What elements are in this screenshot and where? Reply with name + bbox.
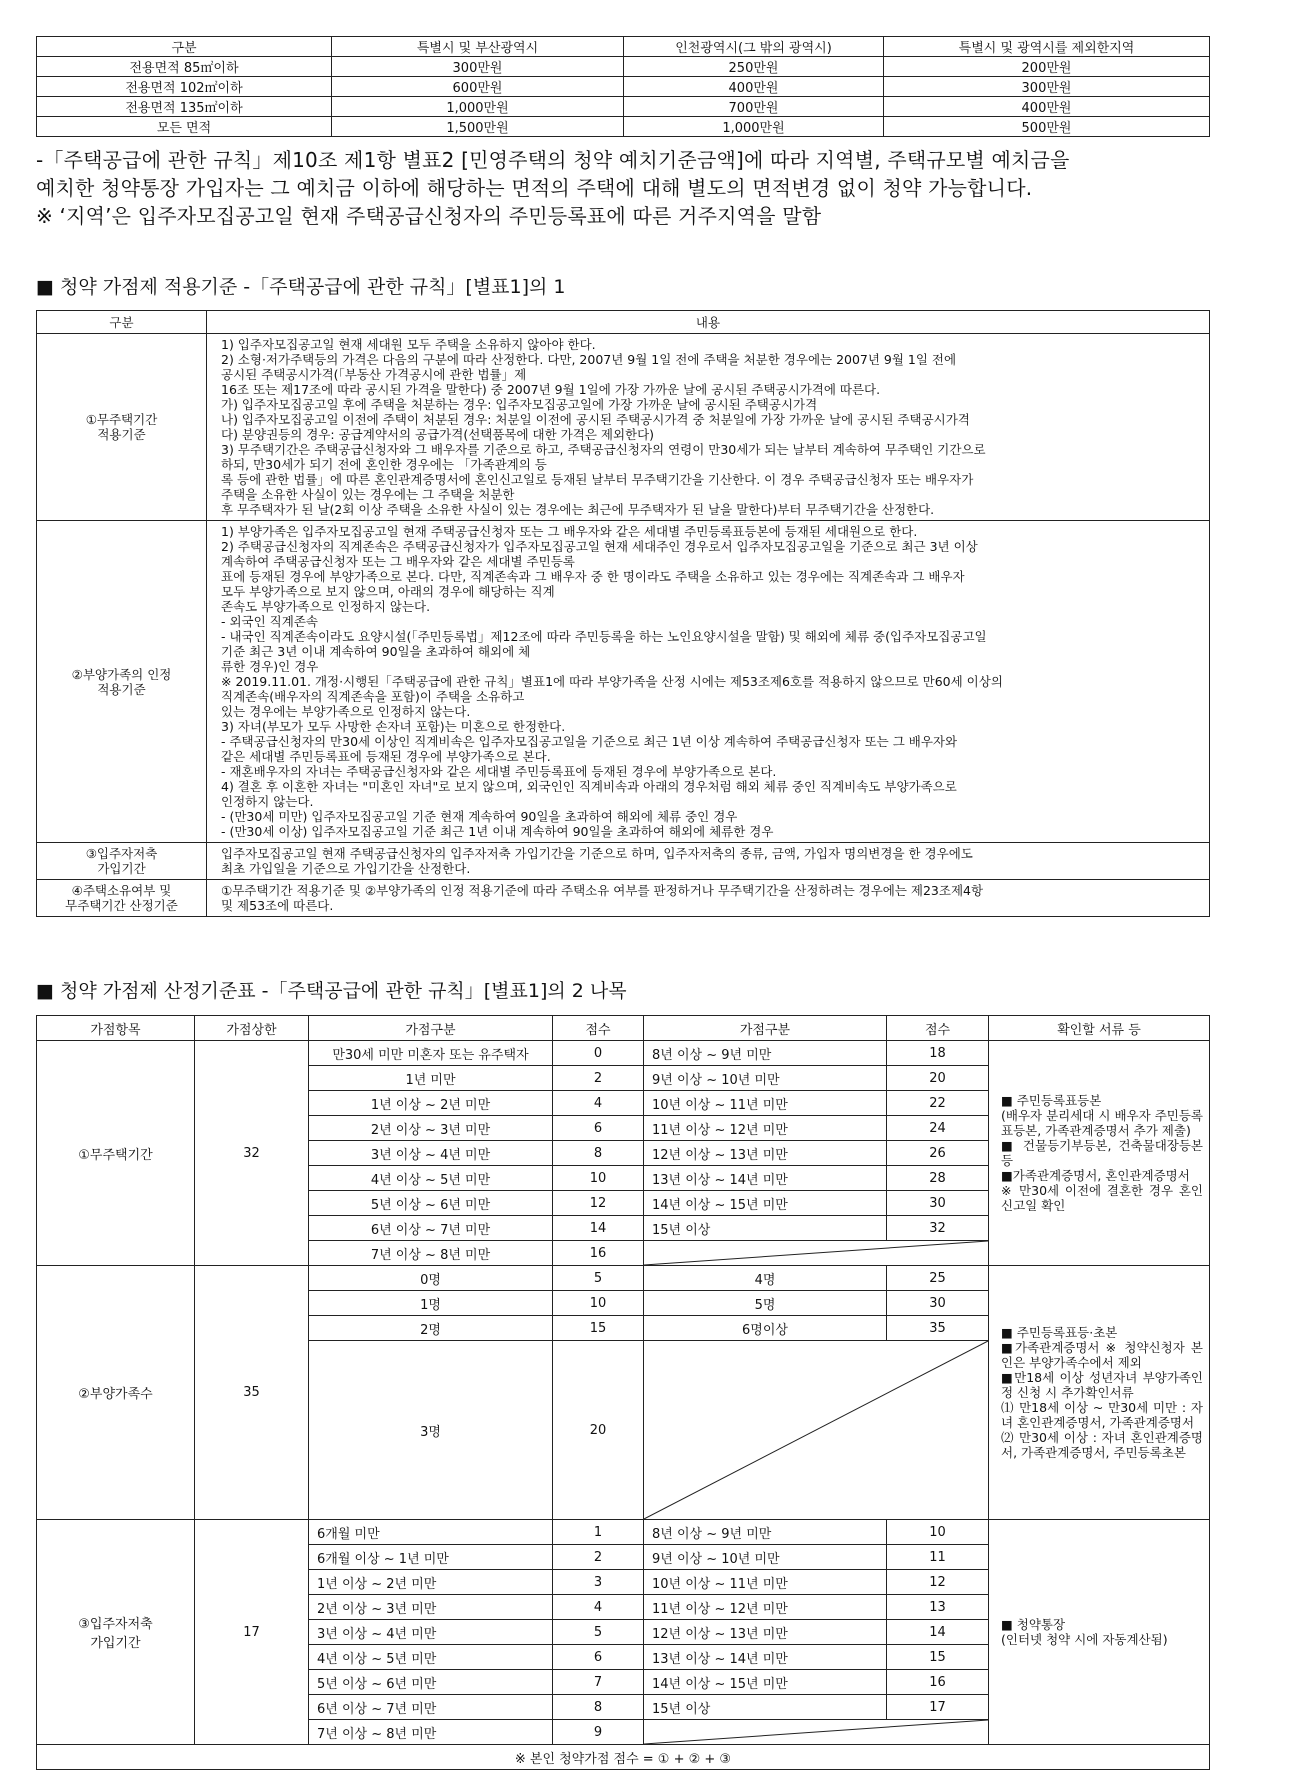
score-range: 11년 이상 ~ 12년 미만 — [644, 1116, 887, 1141]
deposit-cell: 500만원 — [884, 117, 1210, 137]
score-range: 7년 이상 ~ 8년 미만 — [309, 1720, 553, 1745]
table-row — [37, 97, 1210, 117]
note-line-3: ※ ‘지역’은 입주자모집공고일 현재 주택공급신청자의 주민등록표에 따른 거주지역을 말함 — [36, 204, 822, 228]
criteria-line: 하되, 만30세가 되기 전에 혼인한 경우에는 「가족관계의 등 — [221, 457, 547, 472]
table-row — [37, 1520, 1210, 1545]
score-range: 6년 이상 ~ 7년 미만 — [309, 1216, 553, 1241]
document-line: ■가족관계증명서 ※ 청약신청자 본인은 부양가족수에서 제외 — [1001, 1340, 1203, 1370]
score-points: 10 — [887, 1520, 989, 1545]
score-points: 35 — [887, 1316, 989, 1341]
criteria-line: - 외국인 직계존속 — [221, 614, 318, 629]
table-row — [37, 117, 1210, 137]
criteria-line: 2) 소형·저가주택등의 가격은 다음의 구분에 따라 산정한다. 다만, 2007년 9월 1일 전에 주택을 처분한 경우에는 2007년 9월 1일 전에 — [221, 352, 957, 367]
criteria-label: ①무주택기간 적용기준 — [37, 334, 207, 521]
criteria-content — [207, 880, 1210, 917]
empty-cell — [644, 1720, 989, 1745]
criteria-line: 1) 입주자모집공고일 현재 세대원 모두 주택을 소유하지 않아야 한다. — [221, 337, 596, 352]
score-range: 14년 이상 ~ 15년 미만 — [644, 1670, 887, 1695]
documents-cell — [989, 1266, 1210, 1520]
score-max: 17 — [195, 1520, 309, 1745]
score-header-cell: 가점구분 — [309, 1016, 553, 1041]
documents-cell — [989, 1520, 1210, 1745]
deposit-header-cell: 특별시 및 부산광역시 — [332, 37, 624, 57]
criteria-content — [207, 334, 1210, 521]
deposit-header-cell: 인천광역시(그 밖의 광역시) — [624, 37, 884, 57]
deposit-table — [36, 36, 1210, 137]
score-points: 4 — [553, 1091, 644, 1116]
criteria-line: - 내국인 직계존속이라도 요양시설(「주민등록법」제12조에 따라 주민등록을 하는 노인요양시설을 말함) 및 해외에 체류 중(입주자모집공고일 — [221, 629, 987, 644]
score-range: 6년 이상 ~ 7년 미만 — [309, 1695, 553, 1720]
document-line: ⑵ 만30세 이상 : 자녀 혼인관계증명서, 가족관계증명서, 주민등록초본 — [1001, 1430, 1203, 1460]
score-range: 14년 이상 ~ 15년 미만 — [644, 1191, 887, 1216]
score-range: 5년 이상 ~ 6년 미만 — [309, 1191, 553, 1216]
table-row — [37, 1266, 1210, 1291]
criteria-label: ②부양가족의 인정 적용기준 — [37, 521, 207, 843]
score-points: 8 — [553, 1141, 644, 1166]
score-header-cell: 점수 — [553, 1016, 644, 1041]
score-max: 35 — [195, 1266, 309, 1520]
table-row — [37, 57, 1210, 77]
criteria-line: 기준 최근 3년 이내 계속하여 90일을 초과하여 해외에 체 — [221, 644, 531, 659]
section-heading-score: ■ 청약 가점제 산정기준표 -「주택공급에 관한 규칙」[별표1]의 2 나목 — [36, 980, 627, 1002]
criteria-line: 다) 분양권등의 경우: 공급계약서의 공급가격(선택품목에 대한 가격은 제외한다) — [221, 427, 655, 442]
criteria-line: 직계존속(배우자의 직계존속을 포함)이 주택을 소유하고 — [221, 689, 525, 704]
score-points: 7 — [553, 1670, 644, 1695]
score-range: 1년 이상 ~ 2년 미만 — [309, 1570, 553, 1595]
score-points: 26 — [887, 1141, 989, 1166]
score-range: 8년 이상 ~ 9년 미만 — [644, 1041, 887, 1066]
score-points: 28 — [887, 1166, 989, 1191]
deposit-cell: 모든 면적 — [37, 117, 332, 137]
table-row — [37, 77, 1210, 97]
score-header-cell: 가점항목 — [37, 1016, 195, 1041]
criteria-line: 인정하지 않는다. — [221, 794, 314, 809]
score-header-cell: 가점상한 — [195, 1016, 309, 1041]
score-points: 5 — [553, 1620, 644, 1645]
criteria-line: - (만30세 이상) 입주자모집공고일 기준 최근 1년 이내 계속하여 90일을 초과하여 해외에 체류한 경우 — [221, 824, 774, 839]
criteria-line: 최초 가입일을 기준으로 가입기간을 산정한다. — [221, 861, 471, 876]
criteria-line: 류한 경우)인 경우 — [221, 659, 319, 674]
score-range: 1년 미만 — [309, 1066, 553, 1091]
criteria-content — [207, 521, 1210, 843]
criteria-line: 같은 세대별 주민등록표에 등재된 경우에 부양가족으로 본다. — [221, 749, 551, 764]
score-range: 8년 이상 ~ 9년 미만 — [644, 1520, 887, 1545]
score-range: 3명 — [309, 1341, 553, 1520]
score-points: 11 — [887, 1545, 989, 1570]
score-points: 4 — [553, 1595, 644, 1620]
deposit-cell: 전용면적 102㎡이하 — [37, 77, 332, 97]
criteria-line: 후 무주택자가 된 날(2회 이상 주택을 소유한 사실이 있는 경우에는 최근에 무주택자가 된 날을 말한다)부터 무주택기간을 산정한다. — [221, 502, 935, 517]
empty-cell — [644, 1241, 989, 1266]
score-points: 30 — [887, 1191, 989, 1216]
score-points: 8 — [553, 1695, 644, 1720]
deposit-cell: 1,000만원 — [624, 117, 884, 137]
score-header-cell: 확인할 서류 등 — [989, 1016, 1210, 1041]
criteria-line: 4) 결혼 후 이혼한 자녀는 "미혼인 자녀"로 보지 않으며, 외국인인 직계비속과 아래의 경우처럼 해외 체류 중인 직계비속도 부양가족으로 — [221, 779, 957, 794]
score-points: 1 — [553, 1520, 644, 1545]
score-points: 14 — [553, 1216, 644, 1241]
score-points: 6 — [553, 1116, 644, 1141]
criteria-line: 가) 입주자모집공고일 후에 주택을 처분하는 경우: 입주자모집공고일에 가장 가까운 날에 공시된 주택공시가격 — [221, 397, 818, 412]
document-line: ■만18세 이상 성년자녀 부양가족인정 신청 시 추가확인서류 — [1001, 1370, 1203, 1400]
note-line-1: -「주택공급에 관한 규칙」제10조 제1항 별표2 [민영주택의 청약 예치기준금액]에 따라 지역별, 주택규모별 예치금을 — [36, 148, 1070, 172]
score-range: 13년 이상 ~ 14년 미만 — [644, 1645, 887, 1670]
score-range: 10년 이상 ~ 11년 미만 — [644, 1091, 887, 1116]
score-range: 11년 이상 ~ 12년 미만 — [644, 1595, 887, 1620]
criteria-content — [207, 843, 1210, 880]
score-range: 2년 이상 ~ 3년 미만 — [309, 1116, 553, 1141]
diagonal-slash — [644, 1341, 988, 1519]
score-range: 1명 — [309, 1291, 553, 1316]
criteria-line: - 주택공급신청자의 만30세 이상인 직계비속은 입주자모집공고일을 기준으로 최근 1년 이상 계속하여 주택공급신청자 또는 그 배우자와 — [221, 734, 958, 749]
score-points: 17 — [887, 1695, 989, 1720]
score-range: 15년 이상 — [644, 1695, 887, 1720]
criteria-line: 입주자모집공고일 현재 주택공급신청자의 입주자저축 가입기간을 기준으로 하며, 입주자저축의 종류, 금액, 가입자 명의변경을 한 경우에도 — [221, 846, 973, 861]
table-row — [37, 880, 1210, 917]
score-range: 2명 — [309, 1316, 553, 1341]
deposit-cell: 400만원 — [624, 77, 884, 97]
score-item: ②부양가족수 — [37, 1266, 195, 1520]
criteria-line: 공시된 주택공시가격(「부동산 가격공시에 관한 법률」제 — [221, 367, 527, 382]
diagonal-slash — [644, 1720, 988, 1744]
score-points: 12 — [553, 1191, 644, 1216]
score-range: 6명이상 — [644, 1316, 887, 1341]
score-range: 10년 이상 ~ 11년 미만 — [644, 1570, 887, 1595]
criteria-header-cell: 내용 — [207, 311, 1210, 334]
score-points: 20 — [887, 1066, 989, 1091]
score-range: 4명 — [644, 1266, 887, 1291]
deposit-cell: 200만원 — [884, 57, 1210, 77]
score-points: 10 — [553, 1291, 644, 1316]
document-line: (배우자 분리세대 시 배우자 주민등록표등본, 가족관계증명서 추가 제출) — [1001, 1108, 1203, 1138]
criteria-line: ①무주택기간 적용기준 및 ②부양가족의 인정 적용기준에 따라 주택소유 여부를 판정하거나 무주택기간을 산정하려는 경우에는 제23조제4항 — [221, 883, 984, 898]
document-line: ■ 주민등록표등·초본 — [1001, 1325, 1118, 1340]
criteria-line: ※ 2019.11.01. 개정·시행된「주택공급에 관한 규칙」별표1에 따라 부양가족을 산정 시에는 제53조제6호를 적용하지 않으므로 만60세 이상의 — [221, 674, 1003, 689]
score-header-cell: 점수 — [887, 1016, 989, 1041]
deposit-cell: 1,000만원 — [332, 97, 624, 117]
score-points: 12 — [887, 1570, 989, 1595]
score-range: 3년 이상 ~ 4년 미만 — [309, 1141, 553, 1166]
document-line: ■ 청약통장 — [1001, 1617, 1066, 1632]
document-line: ※ 만30세 이전에 결혼한 경우 혼인신고일 확인 — [1001, 1183, 1203, 1213]
score-points: 25 — [887, 1266, 989, 1291]
criteria-line: 및 제53조에 따른다. — [221, 898, 334, 913]
score-table — [36, 1015, 1210, 1770]
document-line: ⑴ 만18세 이상 ~ 만30세 미만 : 자녀 혼인관계증명서, 가족관계증명서 — [1001, 1400, 1203, 1430]
deposit-cell: 400만원 — [884, 97, 1210, 117]
deposit-cell: 전용면적 135㎡이하 — [37, 97, 332, 117]
score-points: 6 — [553, 1645, 644, 1670]
score-points: 0 — [553, 1041, 644, 1066]
score-range: 3년 이상 ~ 4년 미만 — [309, 1620, 553, 1645]
criteria-line: 1) 부양가족은 입주자모집공고일 현재 주택공급신청자 또는 그 배우자와 같은 세대별 주민등록표등본에 등재된 세대원으로 한다. — [221, 524, 918, 539]
score-points: 32 — [887, 1216, 989, 1241]
score-header — [37, 1016, 1210, 1041]
score-header-cell: 가점구분 — [644, 1016, 887, 1041]
score-range: 12년 이상 ~ 13년 미만 — [644, 1141, 887, 1166]
table-row — [37, 843, 1210, 880]
score-range: 0명 — [309, 1266, 553, 1291]
criteria-line: 나) 입주자모집공고일 이전에 주택이 처분된 경우: 처분일 이전에 공시된 주택공시가격 중 처분일에 가장 가까운 날에 공시된 주택공시가격 — [221, 412, 970, 427]
documents-cell — [989, 1041, 1210, 1266]
document-line: ■ 주민등록표등본 — [1001, 1093, 1102, 1108]
empty-cell — [644, 1341, 989, 1520]
deposit-cell: 600만원 — [332, 77, 624, 97]
deposit-cell: 300만원 — [332, 57, 624, 77]
score-points: 16 — [553, 1241, 644, 1266]
document-line: ■가족관계증명서, 혼인관계증명서 — [1001, 1168, 1190, 1183]
deposit-header-cell: 특별시 및 광역시를 제외한지역 — [884, 37, 1210, 57]
score-points: 30 — [887, 1291, 989, 1316]
score-range: 6개월 미만 — [309, 1520, 553, 1545]
score-points: 9 — [553, 1720, 644, 1745]
score-total-formula: ※ 본인 청약가점 점수 = ① + ② + ③ — [37, 1745, 1210, 1770]
score-points: 3 — [553, 1570, 644, 1595]
criteria-line: 3) 자녀(부모가 모두 사망한 손자녀 포함)는 미혼으로 한정한다. — [221, 719, 566, 734]
score-range: 9년 이상 ~ 10년 미만 — [644, 1066, 887, 1091]
deposit-cell: 700만원 — [624, 97, 884, 117]
score-range: 1년 이상 ~ 2년 미만 — [309, 1091, 553, 1116]
score-range: 12년 이상 ~ 13년 미만 — [644, 1620, 887, 1645]
criteria-line: 모두 부양가족으로 보지 않으며, 아래의 경우에 해당하는 직계 — [221, 584, 555, 599]
score-points: 13 — [887, 1595, 989, 1620]
criteria-line: 2) 주택공급신청자의 직계존속은 주택공급신청자가 입주자모집공고일 현재 세대주인 경우로서 입주자모집공고일을 기준으로 최근 3년 이상 — [221, 539, 978, 554]
score-item: ③입주자저축 가입기간 — [37, 1520, 195, 1745]
score-max: 32 — [195, 1041, 309, 1266]
score-points: 10 — [553, 1166, 644, 1191]
score-range: 만30세 미만 미혼자 또는 유주택자 — [309, 1041, 553, 1066]
criteria-line: - (만30세 미만) 입주자모집공고일 기준 현재 계속하여 90일을 초과하여 해외에 체류 중인 경우 — [221, 809, 738, 824]
score-points: 14 — [887, 1620, 989, 1645]
criteria-line: 16조 또는 제17조에 따라 공시된 가격을 말한다) 중 2007년 9월 1일에 가장 가까운 날에 공시된 주택공시가격에 따른다. — [221, 382, 881, 397]
score-points: 15 — [553, 1316, 644, 1341]
criteria-table — [36, 310, 1210, 917]
table-row — [37, 334, 1210, 521]
score-range: 6개월 이상 ~ 1년 미만 — [309, 1545, 553, 1570]
score-points: 2 — [553, 1545, 644, 1570]
deposit-table-header — [37, 37, 1210, 57]
score-range: 13년 이상 ~ 14년 미만 — [644, 1166, 887, 1191]
criteria-line: 있는 경우에는 부양가족으로 인정하지 않는다. — [221, 704, 471, 719]
score-points: 5 — [553, 1266, 644, 1291]
deposit-cell: 300만원 — [884, 77, 1210, 97]
criteria-line: 계속하여 주택공급신청자 또는 그 배우자와 같은 세대별 주민등록 — [221, 554, 575, 569]
score-points: 16 — [887, 1670, 989, 1695]
criteria-line: 존속도 부양가족으로 인정하지 않는다. — [221, 599, 431, 614]
criteria-header-cell: 구분 — [37, 311, 207, 334]
table-row — [37, 521, 1210, 843]
document-line: ■ 건물등기부등본, 건축물대장등본 등 — [1001, 1138, 1203, 1168]
criteria-label: ③입주자저축 가입기간 — [37, 843, 207, 880]
score-range: 9년 이상 ~ 10년 미만 — [644, 1545, 887, 1570]
score-points: 18 — [887, 1041, 989, 1066]
deposit-cell: 전용면적 85㎡이하 — [37, 57, 332, 77]
document-line: (인터넷 청약 시에 자동계산됨) — [1001, 1632, 1168, 1647]
score-points: 24 — [887, 1116, 989, 1141]
diagonal-slash — [644, 1241, 988, 1265]
score-points: 15 — [887, 1645, 989, 1670]
score-range: 15년 이상 — [644, 1216, 887, 1241]
deposit-cell: 1,500만원 — [332, 117, 624, 137]
score-range: 4년 이상 ~ 5년 미만 — [309, 1166, 553, 1191]
score-range: 7년 이상 ~ 8년 미만 — [309, 1241, 553, 1266]
deposit-header-cell: 구분 — [37, 37, 332, 57]
score-footer — [37, 1745, 1210, 1770]
criteria-header — [37, 311, 1210, 334]
note-line-2: 예치한 청약통장 가입자는 그 예치금 이하에 해당하는 면적의 주택에 대해 별도의 면적변경 없이 청약 가능합니다. — [36, 176, 1033, 200]
criteria-line: 주택을 소유한 사실이 있는 경우에는 그 주택을 처분한 — [221, 487, 515, 502]
score-range: 5년 이상 ~ 6년 미만 — [309, 1670, 553, 1695]
criteria-line: 표에 등재된 경우에 부양가족으로 본다. 다만, 직계존속과 그 배우자 중 한 명이라도 주택을 소유하고 있는 경우에는 직계존속과 그 배우자 — [221, 569, 965, 584]
criteria-label: ④주택소유여부 및 무주택기간 산정기준 — [37, 880, 207, 917]
criteria-line: 3) 무주택기간은 주택공급신청자와 그 배우자를 기준으로 하고, 주택공급신청자의 연령이 만30세가 되는 날부터 계속하여 무주택인 기간으로 — [221, 442, 986, 457]
score-range: 5명 — [644, 1291, 887, 1316]
score-range: 4년 이상 ~ 5년 미만 — [309, 1645, 553, 1670]
table-row — [37, 1041, 1210, 1066]
criteria-line: 록 등에 관한 법률」에 따른 혼인관계증명서에 혼인신고일로 등재된 날부터 무주택기간을 기산한다. 이 경우 주택공급신청자 또는 배우자가 — [221, 472, 974, 487]
score-item: ①무주택기간 — [37, 1041, 195, 1266]
criteria-line: - 재혼배우자의 자녀는 주택공급신청자와 같은 세대별 주민등록표에 등재된 경우에 부양가족으로 본다. — [221, 764, 777, 779]
score-points: 20 — [553, 1341, 644, 1520]
deposit-cell: 250만원 — [624, 57, 884, 77]
score-points: 22 — [887, 1091, 989, 1116]
section-heading-criteria: ■ 청약 가점제 적용기준 -「주택공급에 관한 규칙」[별표1]의 1 — [36, 276, 566, 298]
score-points: 2 — [553, 1066, 644, 1091]
score-range: 2년 이상 ~ 3년 미만 — [309, 1595, 553, 1620]
